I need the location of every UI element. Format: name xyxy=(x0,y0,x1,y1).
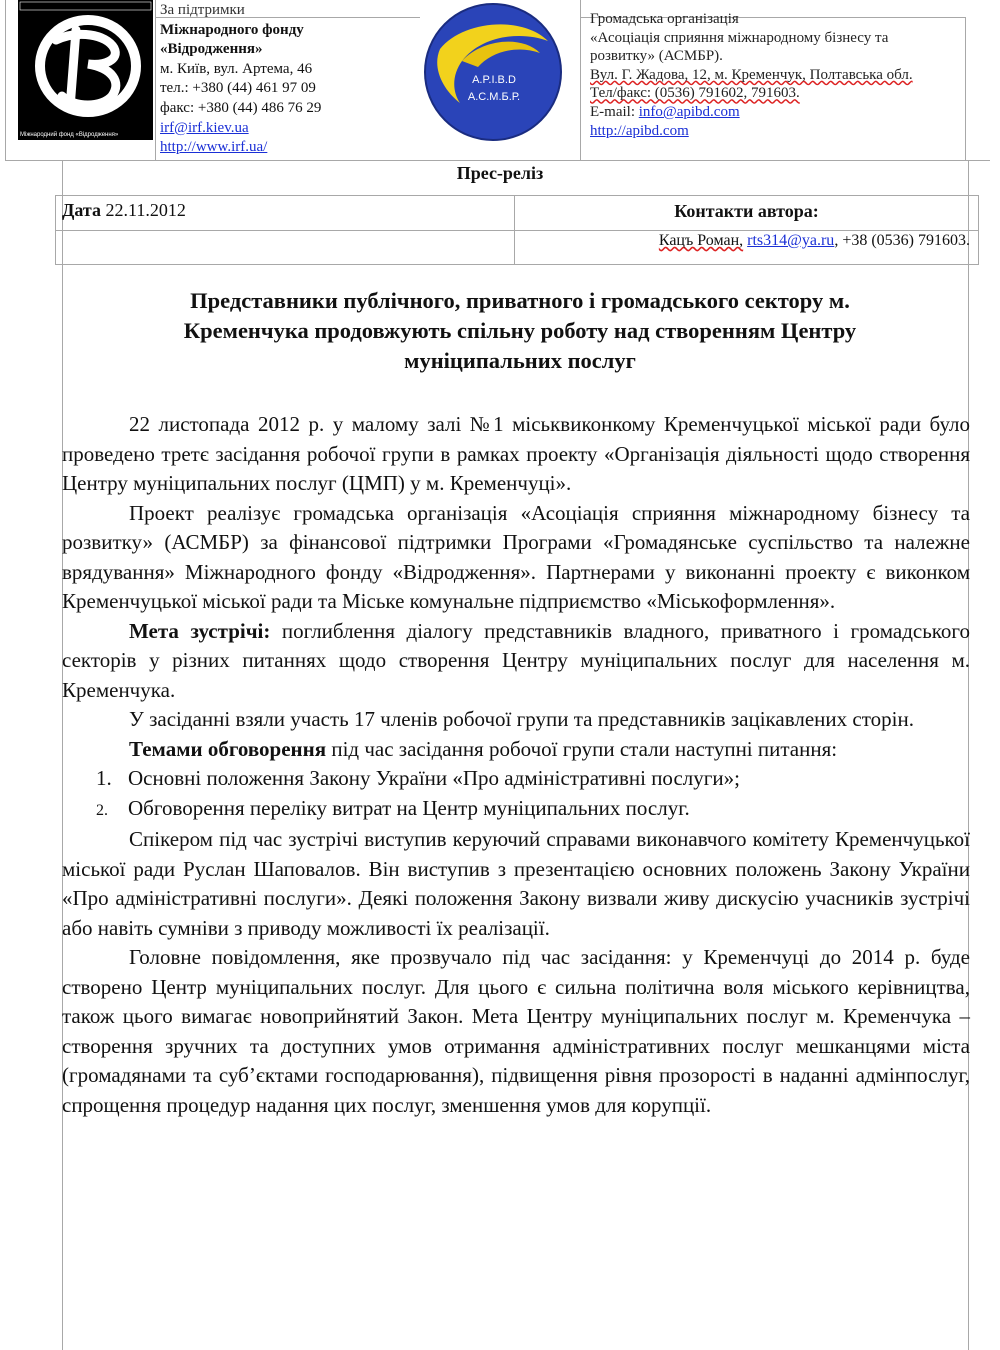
list-item-number: 2. xyxy=(96,801,108,819)
paragraph-2: Проект реалізує громадська організація «Асоціація сприяння міжнародному бізнесу та розвитку» (АСМБР) за фінансової підтримки Програми «Громадянське суспільство та належне врядування» Міжнародного фонду «Відродження». Партнерами у виконанні проекту є виконком Кременчуцької міської ради та Міське комунальне підприємство «Міськоформлення». xyxy=(62,500,970,613)
asmbr-contact-block xyxy=(590,10,985,140)
paragraph-4: У засіданні взяли участь 17 членів робочої групи та представників зацікавлених сторін. xyxy=(129,707,914,731)
irf-name-line2: «Відродження» xyxy=(160,41,263,58)
headline-line2: Кременчука продовжують спільну роботу над створенням Центру xyxy=(183,318,857,343)
header-divider-2 xyxy=(580,0,581,161)
asmbr-telfax: Тел/факс: (0536) 791602, 791603. xyxy=(590,85,800,102)
header-bottom-line xyxy=(5,160,990,161)
asmbr-site-link[interactable]: http://apibd.com xyxy=(590,122,689,139)
asmbr-org-line1: Громадська організація xyxy=(590,11,739,27)
irf-logo-emblem-icon xyxy=(18,0,153,140)
date-label: Дата xyxy=(62,200,101,220)
asmbr-email-label: E-mail: xyxy=(590,103,635,120)
paragraph-5-bold: Темами обговорення xyxy=(129,736,327,761)
header-left-border xyxy=(5,0,6,161)
article-body xyxy=(62,410,970,1120)
headline-line1: Представники публічного, приватного і громадського сектору м. xyxy=(190,288,850,313)
author-name: Кацъ Роман, xyxy=(658,232,744,249)
list-item-text: Обговорення переліку витрат на Центр муніципальних послуг. xyxy=(128,795,690,820)
irf-email-link[interactable]: irf@irf.kiev.ua xyxy=(160,119,249,136)
irf-tel: тел.: +380 (44) 461 97 09 xyxy=(160,80,316,97)
empty-cell xyxy=(55,230,515,265)
asmbr-globe-icon xyxy=(422,1,564,143)
author-label: Контакти автора: xyxy=(674,201,819,221)
irf-name-line1: Міжнародного фонду xyxy=(160,21,304,38)
contacts-table xyxy=(55,195,979,265)
headline-line3: муніципальних послуг xyxy=(404,348,636,373)
author-email-link[interactable]: rts314@ya.ru xyxy=(747,232,835,249)
author-contact-cell xyxy=(514,230,979,265)
asmbr-address: Вул. Г. Жадова, 12, м. Кременчук, Полтавська обл. xyxy=(590,66,913,83)
paragraph-3-bold: Мета зустрічі: xyxy=(129,618,271,643)
topics-list xyxy=(62,764,970,825)
author-phone: , +38 (0536) 791603. xyxy=(834,232,970,249)
irf-support-label: За підтримки xyxy=(160,2,245,18)
irf-logo-caption: Міжнародний фонд «Відродження» xyxy=(20,132,119,138)
asmbr-email-link[interactable]: info@apibd.com xyxy=(638,103,740,120)
press-release-title: Прес-реліз xyxy=(456,163,544,183)
author-label-cell xyxy=(514,195,979,231)
asmbr-logo-bottom-text: А.С.М.Б.Р. xyxy=(467,91,521,103)
article-headline xyxy=(100,286,940,376)
list-item-number: 1. xyxy=(96,766,112,790)
list-item-text: Основні положення Закону України «Про адміністративні послуги»; xyxy=(128,766,740,790)
paragraph-1: 22 листопада 2012 р. у малому залі №1 міськвиконкому Кременчуцької міської ради було проведено третє засідання робочої групи в рамках проекту «Організація діяльності щодо створення Центру муніципальних послуг (ЦМП) у м. Кременчуці». xyxy=(62,412,970,495)
irf-fax: факс: +380 (44) 486 76 29 xyxy=(160,99,322,116)
list-item xyxy=(62,794,970,826)
header-divider-1 xyxy=(155,0,156,161)
asmbr-logo-top-text: A.P.I.B.D xyxy=(472,74,516,86)
date-value: 22.11.2012 xyxy=(105,200,186,220)
irf-address: м. Київ, вул. Артема, 46 xyxy=(160,60,313,77)
paragraph-3-text: поглиблення діалогу представників владного, приватного і громадського секторів у різних питаннях щодо створення Центру муніципальних послуг для населення м. Кременчука. xyxy=(62,618,971,702)
asmbr-org-line2: «Асоціація сприяння міжнародному бізнесу та xyxy=(590,29,889,46)
irf-contact-block xyxy=(160,1,321,158)
paragraph-3 xyxy=(62,617,970,706)
paragraph-5 xyxy=(62,735,970,765)
list-item xyxy=(62,764,970,794)
irf-logo xyxy=(18,0,153,140)
asmbr-org-line3: розвитку» (АСМБР). xyxy=(590,48,723,65)
date-cell xyxy=(55,195,515,231)
irf-site-link[interactable]: http://www.irf.ua/ xyxy=(160,139,268,156)
paragraph-7: Головне повідомлення, яке прозвучало під час засідання: у Кременчуці до 2014 р. буде створено Центр муніципальних послуг. Для цього є сильна політична воля міського керівництва, також цього вимагає новоприйнятий Закон. Мета Центру муніципальних послуг м. Кременчука – створення зручних та доступних умов отримання адміністративних послуг мешканцями міста (громадянами та суб’єктами господарювання), підвищення рівня прозорості в наданні адмінпослуг, спрощення процедур надання цих послуг, зменшення умов для корупції. xyxy=(62,945,970,1117)
asmbr-logo xyxy=(422,1,564,143)
paragraph-5-text: під час засідання робочої групи стали наступні питання: xyxy=(326,736,838,761)
paragraph-6: Спікером під час зустрічі виступив керуючий справами виконавчого комітету Кременчуцької міської ради Руслан Шаповалов. Він виступив з презентацією основних положень Закону України «Про адміністративні послуги». Деякі положення Закону визвали живу дискусію учасників зустрічі або навіть сумніви з приводу можливості їх реалізації. xyxy=(62,827,970,940)
